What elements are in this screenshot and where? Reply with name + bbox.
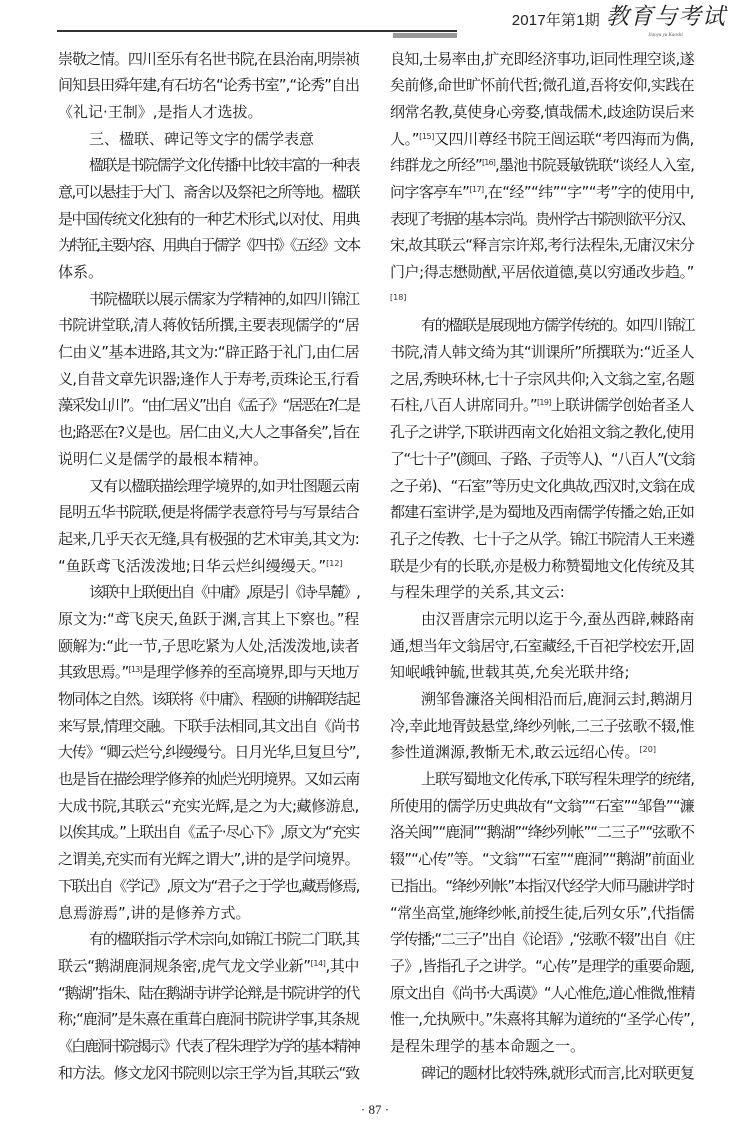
text-line <box>58 472 360 499</box>
text-line <box>58 659 360 686</box>
text-line <box>58 846 360 873</box>
paragraph <box>390 605 695 685</box>
text-line-content: 体系。 <box>58 263 104 281</box>
text-line-content: 洛关闽”“鹿洞”“鹅湖”“绛纱列帐”“二三子”“弦歌不 <box>390 823 694 842</box>
text-line <box>390 499 695 526</box>
text-line-content: 良知,士易率由,扩充即经济事功,讵同性理空谈,遂 <box>390 49 694 68</box>
text-line <box>390 979 695 1006</box>
paragraph <box>390 766 695 1060</box>
text-line-content: 大传》“卿云烂兮,纠缦缦兮。日月光华,旦复旦兮”, <box>58 743 359 762</box>
text-line <box>58 579 360 606</box>
text-line-content: 其致思焉。”[13]是理学修养的至高境界,即与天地万 <box>58 663 359 682</box>
text-line-content: 知岷峨钟毓,世载其英,允矣光联井络; <box>390 663 630 682</box>
text-line <box>390 846 695 873</box>
text-line <box>58 632 360 659</box>
text-line <box>58 392 360 419</box>
issue-label: 2017年第1期 <box>511 12 600 29</box>
text-line-content: “常坐高堂,施绛纱帐,前授生徒,后列女乐”,代指儒 <box>390 903 694 922</box>
text-line <box>58 445 360 472</box>
text-line <box>390 525 695 552</box>
text-line-content: 之子弟)、“石室”等历史文化典故,西汉时,文翁在成 <box>390 476 694 495</box>
paragraph <box>58 926 360 1086</box>
text-line-content: 参性道渊源,教惭无术,敢云远绍心传。[20] <box>390 743 656 762</box>
text-line <box>58 712 360 739</box>
text-line <box>390 392 695 419</box>
text-line <box>58 792 360 819</box>
text-line <box>390 632 695 659</box>
text-line-content: 溯邹鲁濂洛关闽相沿而后,鹿洞云封,鹅湖月 <box>421 690 694 708</box>
text-line-content: 大成书院,其联云“充实光辉,是之为大;藏修游息, <box>58 796 359 815</box>
left-column <box>58 45 360 1086</box>
text-line <box>390 686 695 713</box>
text-line <box>58 525 360 552</box>
text-line <box>58 232 360 259</box>
right-column <box>390 45 695 1086</box>
text-line <box>390 259 695 286</box>
text-line <box>58 899 360 926</box>
paragraph <box>58 472 360 579</box>
text-line <box>58 312 360 339</box>
paragraph <box>58 579 360 926</box>
text-line-content: 书院讲堂联,清人蒋攸铦所撰,主要表现儒学的“居 <box>58 316 359 335</box>
text-line-content: 崇敬之情。四川至乐有名世书院,在县治南,明崇祯 <box>58 49 359 68</box>
text-line <box>390 285 695 312</box>
text-line <box>58 419 360 446</box>
text-line-content: 《白鹿洞书院揭示》代表了程朱理学为学的基本精神 <box>58 1036 359 1055</box>
citation-marker: [14] <box>310 958 326 968</box>
text-line-content: 冷,幸此地胥鼓悬堂,绛纱列帐,二三子弦歌不辍,惟 <box>390 716 694 735</box>
text-line <box>390 899 695 926</box>
text-line-content: 原文出自《尚书·大禹谟》“人心惟危,道心惟微,惟精 <box>390 983 694 1002</box>
text-line <box>390 712 695 739</box>
text-line <box>390 178 695 205</box>
text-line <box>390 952 695 979</box>
text-line-content: 上联写蜀地文化传承,下联写程朱理学的统绪, <box>421 770 694 789</box>
text-line <box>58 739 360 766</box>
text-line-content: 石柱,八百人讲席同升。”[19]上联讲儒学创始者圣人 <box>390 396 694 415</box>
text-line-content: 孔子之传教、七十子之从学。锦江书院清人王来遴 <box>390 529 694 548</box>
text-line-content: 物同体之自然。该联将《中庸》、程颐的讲解联结起 <box>58 690 359 708</box>
text-line <box>390 659 695 686</box>
text-line <box>58 872 360 899</box>
text-line-content: 称;“鹿洞”是朱熹在重葺白鹿洞书院讲学事,其条规 <box>58 1010 359 1029</box>
text-line <box>58 365 360 392</box>
citation-marker: [17] <box>469 184 484 194</box>
text-line-content: 所使用的儒学历史典故有“文翁”“石室”“邹鲁”“濂 <box>390 796 694 815</box>
text-line-content: 联是少有的长联,亦是极力称赞蜀地文化传统及其 <box>390 556 694 575</box>
text-line-content: 说明仁义是儒学的最根本精神。 <box>58 449 269 468</box>
text-line <box>390 98 695 125</box>
text-line-content: 《礼记·王制》,是指人才选拔。 <box>58 102 263 121</box>
text-line-content: 是程朱理学的基本命题之一。 <box>390 1036 586 1055</box>
text-line-content: 与程朱理学的关系,其文云: <box>390 583 565 602</box>
text-line <box>58 552 360 579</box>
text-line <box>58 819 360 846</box>
text-line <box>58 259 360 286</box>
text-line-content: 又有以楹联描绘理学境界的,如尹壮图题云南 <box>89 476 359 495</box>
text-line <box>390 739 695 766</box>
text-line <box>390 1032 695 1059</box>
text-line-content: 藻采发山川”。“由仁居义”出自《孟子》“居恶在?仁是 <box>58 396 359 415</box>
text-line <box>58 72 360 99</box>
text-line <box>58 1059 360 1086</box>
text-line-content: 矣前修,命世旷怀前代哲;微孔道,吾将安仰,实践在 <box>390 76 694 95</box>
text-line <box>58 205 360 232</box>
text-line-content: 书院楹联以展示儒家为学精神的,如四川锦江 <box>89 289 359 308</box>
text-line-content: 已指出。“绛纱列帐”本指汉代经学大师马融讲学时 <box>390 876 694 895</box>
text-line-content: 惟一,允执厥中。”朱熹将其解为道统的“圣学心传”, <box>390 1010 694 1029</box>
text-line-content: 也;路恶在?义是也。居仁由义,大人之事备矣”,旨在 <box>58 423 359 442</box>
text-line <box>58 499 360 526</box>
text-line <box>390 339 695 366</box>
text-line <box>390 419 695 446</box>
paragraph <box>58 45 360 125</box>
text-line-content: 也是旨在描绘理学修养的灿烂光明境界。又如云南 <box>58 770 359 789</box>
text-line-content: 之居,秀映环林,七十子宗风共仰;入文翁之室,名题 <box>390 369 694 388</box>
text-line <box>58 339 360 366</box>
header-bar <box>393 33 457 38</box>
page-number: · 87 · <box>360 1102 390 1117</box>
text-line-content: 该联中上联便出自《中庸》,原是引《诗·旱麓》, <box>89 583 359 602</box>
text-line <box>390 766 695 793</box>
text-line-content: 下联出自《学记》,原文为“君子之于学也,藏焉修焉, <box>58 876 359 895</box>
text-line-content: [18] <box>390 292 407 302</box>
text-line <box>390 926 695 953</box>
text-line-content: 昆明五华书院联,便是将儒学表意符号与写景结合 <box>58 503 359 522</box>
text-line-content: 楹联是书院儒学文化传播中比较丰富的一种表 <box>89 156 359 175</box>
text-line-content: 书院,清人韩文绮为其“训课所”所撰联为:“近圣人 <box>390 343 694 362</box>
text-line-content: 孔子之讲学,下联讲西南文化始祖文翁之教化,使用 <box>390 423 694 442</box>
text-line-content: 义,自昔文章先识器;逢作人于寿考,贡珠论玉,行看 <box>58 369 359 388</box>
text-line <box>58 1006 360 1033</box>
text-line-content: 仁由义”基本进路,其文为:“辟正路于礼门,由仁居 <box>58 343 359 362</box>
text-line <box>390 1059 695 1086</box>
text-line-content: 问字客亭车”[17],在“经”“纬”“字”“考”字的使用中, <box>390 182 694 201</box>
paragraph <box>390 312 695 606</box>
text-line-content: 原文为:“鸢飞戾天,鱼跃于渊,言其上下察也。”程 <box>58 609 359 628</box>
citation-marker: [19] <box>536 398 551 408</box>
text-line-content: 人。”[15]又四川尊经书院王闿运联“考四海而为儁, <box>390 129 695 148</box>
text-line-content: 学传播;“二三子”出自《论语》,“弦歌不辍”出自《庄 <box>390 930 694 949</box>
text-line <box>390 45 695 72</box>
paragraph <box>390 45 695 312</box>
text-line <box>390 125 695 152</box>
text-line <box>390 72 695 99</box>
text-line <box>58 605 360 632</box>
text-line-content: 碑记的题材比较特殊,就形式而言,比对联更复 <box>421 1063 694 1082</box>
text-line <box>58 285 360 312</box>
text-line <box>390 579 695 606</box>
text-line <box>390 552 695 579</box>
citation-marker: [12] <box>326 558 343 568</box>
text-line <box>390 152 695 179</box>
header-rule <box>57 30 457 32</box>
text-line-content: 为特征,主要内容、用典自于儒学《四书》《五经》文本 <box>58 236 359 255</box>
text-line <box>390 205 695 232</box>
text-line-content: 纲常名教,莫使身心旁婺,慎哉儒术,歧途防误后来 <box>390 102 694 121</box>
text-line-content: 有的楹联是展现地方儒学传统的。如四川锦江 <box>421 316 694 335</box>
text-line <box>58 98 360 125</box>
text-line-content: 是中国传统文化独有的一种艺术形式,以对仗、用典 <box>58 209 359 228</box>
text-line-content: 门户;得志懋勋猷,平居依道德,莫以穷通改步趋。” <box>390 263 694 281</box>
journal-pinyin: Jiaoyu yu Kaoshi <box>648 33 683 38</box>
text-line <box>390 792 695 819</box>
text-line <box>58 686 360 713</box>
text-line-content: 三、楹联、碑记等文字的儒学表意 <box>89 129 315 148</box>
text-line-content: 和方法。修文龙冈书院则以宗王学为旨,其联云“致 <box>58 1063 359 1082</box>
text-line-content: 纬群龙之所经”[16],墨池书院聂敏铣联“谈经人入室, <box>390 156 694 175</box>
citation-marker: [15] <box>419 131 434 141</box>
paragraph <box>390 1059 695 1086</box>
text-line <box>390 232 695 259</box>
text-line-content: “鹅湖”指朱、陆在鹅湖寺讲学论辩,是书院讲学的代 <box>58 983 359 1002</box>
text-line-content: 联云“鹅湖鹿洞规条密,虎气龙文学业新”[14],其中 <box>58 956 360 975</box>
text-line-content: 起来,几乎天衣无缝,具有极强的艺术审美,其文为: <box>58 529 359 548</box>
text-line-content: 宋,故其联云“释言宗许郑,考行法程朱,无庸汉宋分 <box>390 236 694 255</box>
text-line <box>58 952 360 979</box>
text-line-content: 由汉晋唐宗元明以迄于今,蚕丛西辟,棘路南 <box>421 609 694 628</box>
text-line <box>58 152 360 179</box>
citation-marker: [16] <box>481 158 496 168</box>
text-line-content: 子》,皆指孔子之讲学。“心传”是理学的重要命题, <box>390 956 694 975</box>
paragraph <box>58 285 360 472</box>
text-line-content: 以俟其成。”上联出自《孟子·尽心下》,原文为“充实 <box>58 823 359 842</box>
text-line <box>58 979 360 1006</box>
text-line <box>390 605 695 632</box>
text-line-content: 通,想当年文翁居守,石室藏经,千百祀学校宏开,固 <box>390 636 694 655</box>
text-line <box>58 45 360 72</box>
text-line <box>390 445 695 472</box>
text-line-content: 辍”“心传”等。“文翁”“石室”“鹿洞”“鹅湖”前面业 <box>390 850 694 869</box>
text-line-content: 意,可以悬挂于大门、斋舍以及祭祀之所等地。楹联 <box>58 182 359 201</box>
text-line-content: 表现了考据的基本宗尚。贵州学古书院则欲平分汉、 <box>390 209 694 228</box>
text-line <box>390 872 695 899</box>
text-line <box>58 178 360 205</box>
text-line <box>390 312 695 339</box>
citation-marker: [13] <box>128 665 142 675</box>
text-line <box>58 1032 360 1059</box>
journal-title-logo: 教育与考试 <box>606 4 726 30</box>
text-line <box>390 472 695 499</box>
text-line-content: 间知县田舜年建,有石坊名“论秀书室”,“论秀”自出 <box>58 76 359 95</box>
text-line-content: 有的楹联指示学术宗向,如锦江书院二门联,其 <box>89 930 359 949</box>
text-line <box>58 926 360 953</box>
text-line <box>390 819 695 846</box>
text-line <box>390 365 695 392</box>
citation-marker: [20] <box>639 745 656 755</box>
text-line-content: “鱼跃鸢飞活泼泼地;日华云烂纠缦缦天。”[12] <box>58 556 343 575</box>
text-line <box>390 1006 695 1033</box>
text-line-content: 都建石室讲学,是为蜀地及西南儒学传播之始,正如 <box>390 503 694 522</box>
section-heading <box>58 125 360 152</box>
text-line-content: 息焉游焉”,讲的是修养方式。 <box>58 903 251 922</box>
paragraph <box>390 686 695 766</box>
text-line <box>58 766 360 793</box>
text-line-content: 之谓美,充实而有光辉之谓大”,讲的是学问境界。 <box>58 850 359 869</box>
text-line <box>58 125 360 152</box>
text-line-content: 了“七十子”(颜回、子路、子贡等人)、“八百人”(文翁 <box>390 449 694 468</box>
text-line-content: 颐解为:“此一节,子思吃紧为人处,活泼泼地,读者 <box>58 636 359 655</box>
text-line-content: 来写景,情理交融。下联手法相同,其文出自《尚书 <box>58 716 359 735</box>
paragraph <box>58 152 360 285</box>
